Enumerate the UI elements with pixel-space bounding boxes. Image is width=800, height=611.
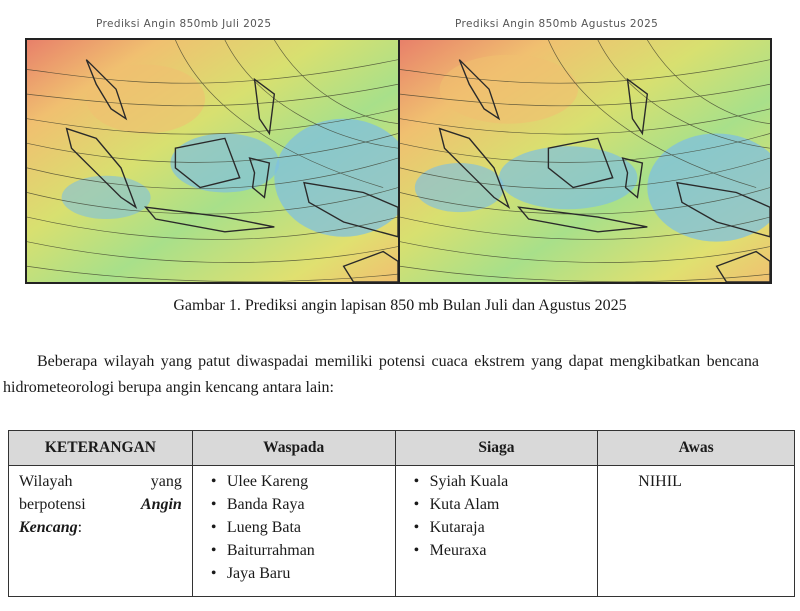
list-item: • Jaya Baru (211, 562, 385, 585)
header-siaga: Siaga (395, 431, 598, 466)
wind-map-august-graphic (400, 40, 770, 282)
header-keterangan: KETERANGAN (9, 431, 193, 466)
list-item: • Baiturrahman (211, 539, 385, 562)
ket-word-kencang: Kencang (19, 519, 78, 536)
wind-map-august (398, 38, 772, 284)
header-awas: Awas (598, 431, 795, 466)
siaga-list (406, 470, 588, 562)
warning-table (8, 430, 795, 597)
list-item: • Banda Raya (211, 493, 385, 516)
list-item: • Ulee Kareng (211, 470, 385, 493)
ket-word-angin: Angin (140, 496, 182, 513)
waspada-list (203, 470, 385, 585)
ket-colon: : (77, 519, 83, 536)
map-title-july: Prediksi Angin 850mb Juli 2025 (96, 18, 272, 30)
map-title-august: Prediksi Angin 850mb Agustus 2025 (455, 18, 659, 30)
awas-value: NIHIL (638, 473, 682, 490)
list-item: • Syiah Kuala (414, 470, 588, 493)
wind-map-july (25, 38, 400, 284)
list-item: • Meuraxa (414, 539, 588, 562)
ket-word-berpotensi: berpotensi (19, 496, 86, 513)
table-row (9, 466, 795, 597)
list-item: • Lueng Bata (211, 516, 385, 539)
list-item: • Kuta Alam (414, 493, 588, 516)
cell-waspada (192, 466, 395, 597)
cell-awas (598, 466, 795, 597)
intro-paragraph: Beberapa wilayah yang patut diwaspadai memiliki potensi cuaca ekstrem yang dapat mengkibatkan bencana hidrometeorologi berupa angin kencang antara lain: (3, 353, 759, 396)
wind-map-july-graphic (27, 40, 398, 282)
ket-word-wilayah: Wilayah (19, 473, 73, 490)
figure-caption: Gambar 1. Prediksi angin lapisan 850 mb Bulan Juli dan Agustus 2025 (173, 297, 627, 314)
header-waspada: Waspada (192, 431, 395, 466)
ket-word-yang: yang (150, 473, 182, 490)
list-item: • Kutaraja (414, 516, 588, 539)
cell-keterangan (9, 466, 193, 597)
table-header-row (9, 431, 795, 466)
cell-siaga (395, 466, 598, 597)
